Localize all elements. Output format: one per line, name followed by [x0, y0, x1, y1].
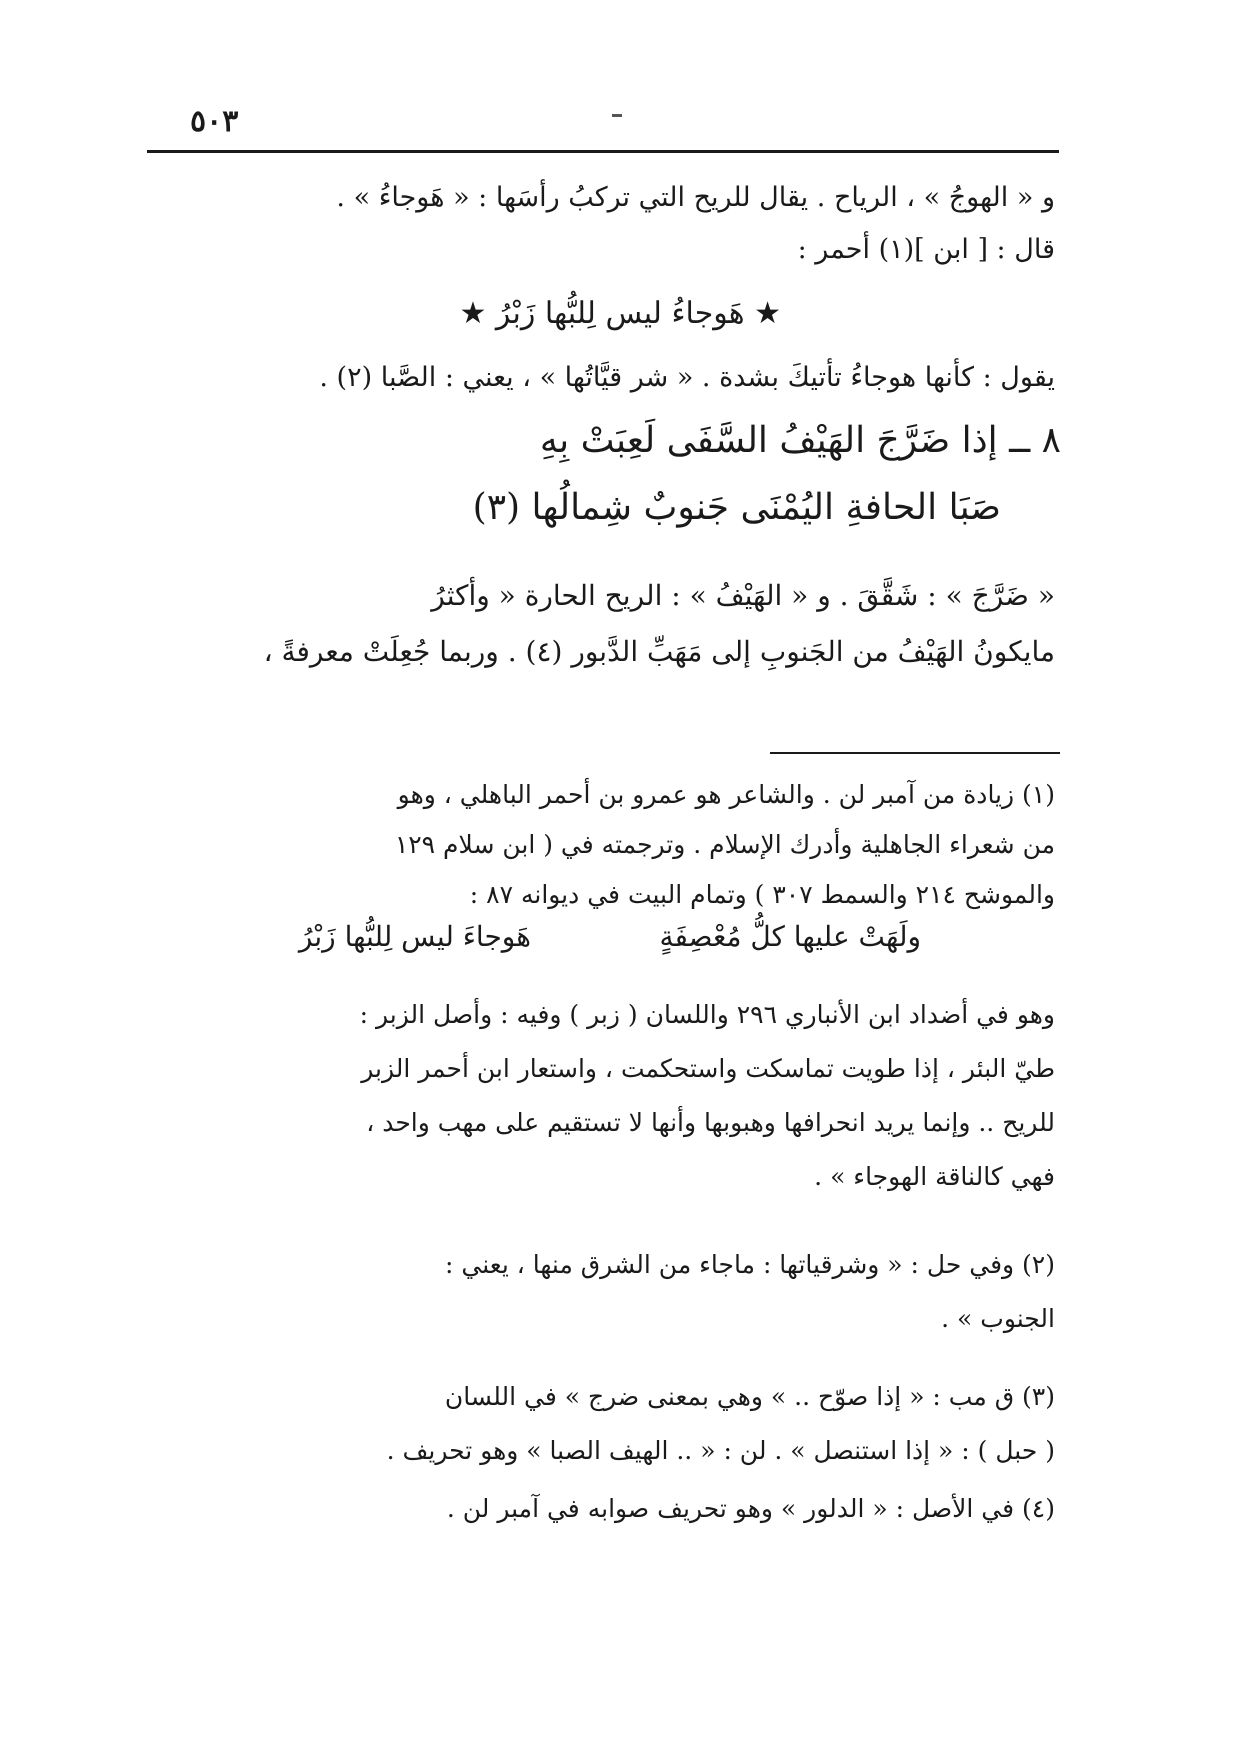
- footnote-line: (٢) وفي حل : « وشرقياتها : ماجاء من الشرق منها ، يعني :: [445, 1250, 1055, 1279]
- footnote-line: (١) زيادة من آمبر لن . والشاعر هو عمرو بن أحمر الباهلي ، وهو: [397, 780, 1055, 809]
- scan-speck: [612, 114, 622, 117]
- header-rule: [147, 150, 1059, 153]
- footnote-line: طيّ البئر ، إذا طويت تماسكت واستحكمت ، واستعار ابن أحمر الزبر: [361, 1054, 1055, 1083]
- main-text-explanation: [150, 352, 1055, 404]
- main-text-intro: [150, 172, 1055, 276]
- footnote-line: من شعراء الجاهلية وأدرك الإسلام . وترجمته في ( ابن سلام ١٢٩: [394, 830, 1055, 859]
- main-line: قال : [ ابن ](١) أحمر :: [797, 234, 1055, 265]
- footnote-1: [150, 770, 1055, 920]
- poem-first-hemistich: ٨ ــ إذا ضَرَّجَ الهَيْفُ السَّفَى لَعِبَتْ بِهِ: [539, 420, 1061, 461]
- footnote-line: والموشح ٢١٤ والسمط ٣٠٧ ) وتمام البيت في ديوانه ٨٧ :: [469, 880, 1055, 909]
- commentary-line: مايكونُ الهَيْفُ من الجَنوبِ إلى مَهَبِّ الدَّبور (٤) . وربما جُعِلَتْ معرفةً ،: [263, 635, 1055, 668]
- footnote-rule: [770, 752, 1060, 754]
- footnote-verse-first: ولَهَتْ عليها كلُّ مُعْصِفَةٍ: [659, 920, 921, 953]
- commentary-line: « ضَرَّجَ » : شَقَّقَ . و « الهَيْفُ » : الريح الحارة « وأكثرُ: [431, 579, 1055, 612]
- page-number: ٥٠٣: [190, 104, 239, 139]
- footnote-verse-second: هَوجاءَ ليس لِلبُّها زَبْرُ: [298, 920, 531, 953]
- footnote-3: [150, 1370, 1055, 1478]
- footnote-line: فهي كالناقة الهوجاء » .: [814, 1162, 1055, 1191]
- main-line: و « الهوجُ » ، الرياح . يقال للريح التي تركبُ رأسَها : « هَوجاءُ » .: [336, 182, 1055, 213]
- footnote-line: وهو في أضداد ابن الأنباري ٢٩٦ واللسان ( زبر ) وفيه : وأصل الزبر :: [359, 1000, 1055, 1029]
- verse-fragment: ★ هَوجاءُ ليس لِلبُّها زَبْرُ ★: [459, 296, 781, 331]
- footnote-line: (٣) ق مب : « إذا صوّح .. » وهي بمعنى ضرج » في اللسان: [444, 1382, 1055, 1411]
- footnote-1-continued: [150, 988, 1055, 1204]
- poem-second-hemistich: صَبَا الحافةِ اليُمْنَى جَنوبٌ شِمالُها (٣): [472, 487, 1001, 528]
- footnote-line: للريح .. وإنما يريد انحرافها وهبوبها وأنها لا تستقيم على مهب واحد ،: [366, 1108, 1055, 1137]
- main-text-commentary: [150, 568, 1055, 680]
- footnote-2: [150, 1238, 1055, 1346]
- explanation-line: يقول : كأنها هوجاءُ تأتيكَ بشدة . « شر قيَّاتُها » ، يعني : الصَّبا (٢) .: [319, 362, 1055, 393]
- footnote-line: (٤) في الأصل : « الدلور » وهو تحريف صوابه في آمبر لن .: [446, 1494, 1055, 1523]
- footnote-line: ( حبل ) : « إذا استنصل » . لن : « .. الهيف الصبا » وهو تحريف .: [386, 1436, 1055, 1465]
- footnote-line: الجنوب » .: [941, 1304, 1055, 1333]
- footnote-4: [150, 1482, 1055, 1536]
